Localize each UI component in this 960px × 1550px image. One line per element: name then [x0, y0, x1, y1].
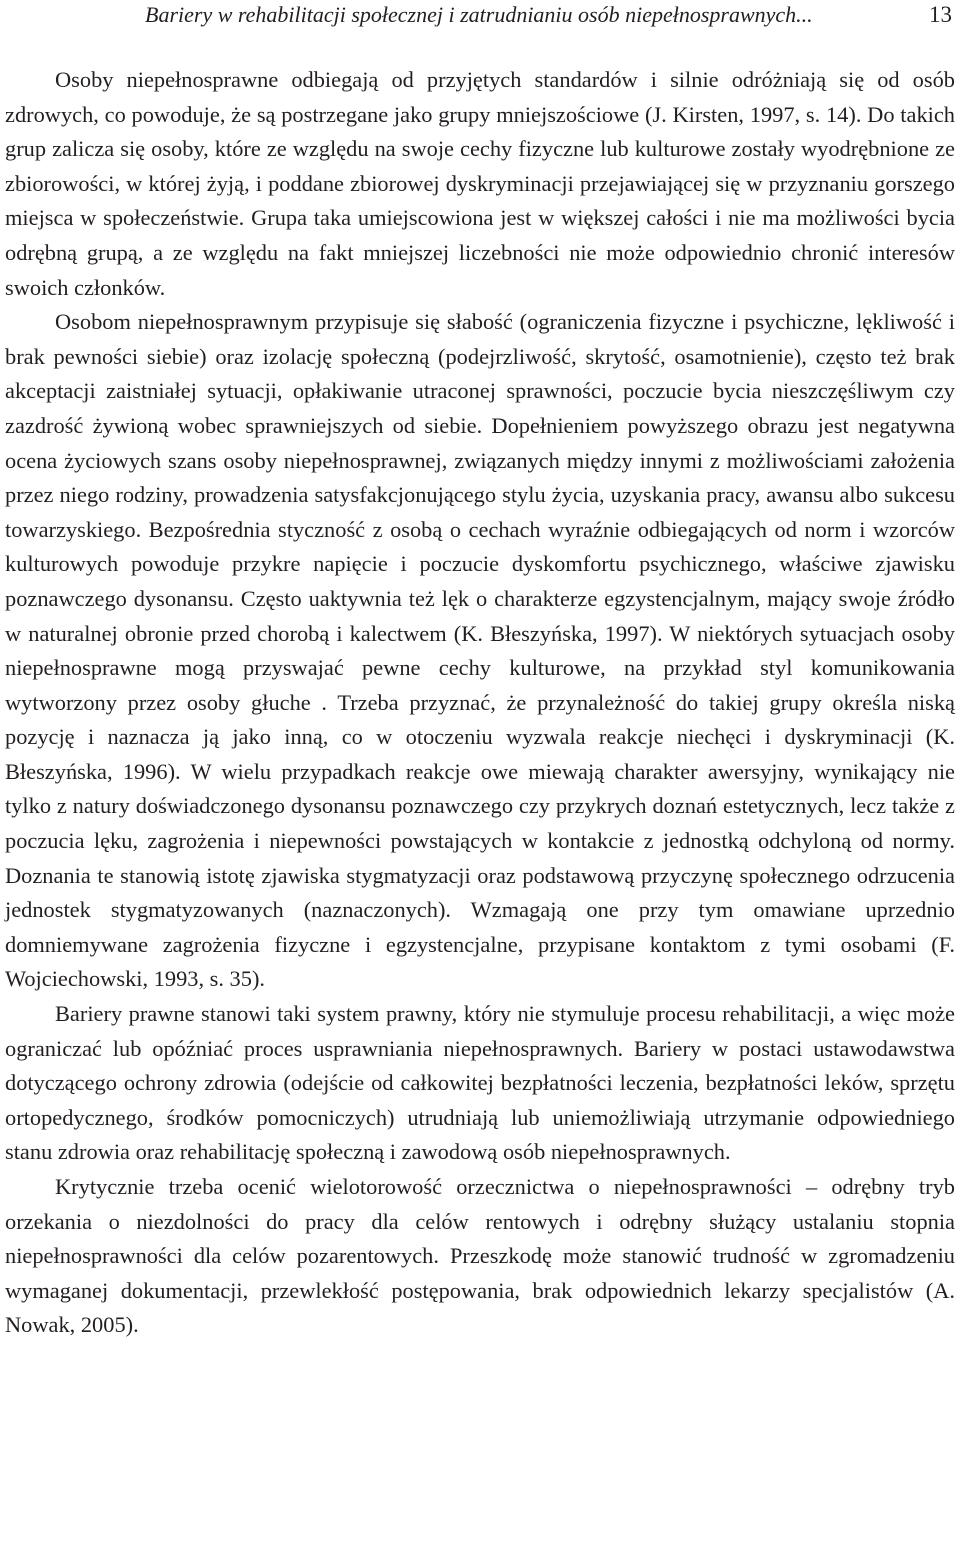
- paragraph-disability-certification: Krytycznie trzeba ocenić wielotorowość orzecznictwa o niepełnosprawności – odrębny tryb orzekania o niezdolności do pracy dla celów rentowych i odrębny służący ustalaniu stopnia niepełnosprawności dla celów pozarentowych. Przeszkodę może stanowić trudność w zgromadzeniu wymaganej dokumentacji, przewlekłość postępowania, brak odpowiednich lekarzy specjalistów (A. Nowak, 2005).: [5, 1174, 955, 1338]
- page-header: [0, 0, 960, 40]
- page-number: 13: [929, 2, 952, 27]
- body-text: [5, 63, 955, 1343]
- paragraph-attributed-traits: Osobom niepełnosprawnym przypisuje się słabość (ograniczenia fizyczne i psychiczne, lękliwość i brak pewności siebie) oraz izolację społeczną (podejrzliwość, skrytość, osamotnienie), często też brak akceptacji zaistniałej sytuacji, opłakiwanie utraconej sprawności, poczucie bycia nieszczęśliwym czy zazdrość żywioną wobec sprawniejszych od siebie. Dopełnieniem powyższego obrazu jest negatywna ocena życiowych szans osoby niepełnosprawnej, związanych między innymi z możliwościami założenia przez niego rodziny, prowadzenia satysfakcjonującego stylu życia, uzyskania pracy, awansu albo sukcesu towarzyskiego. Bezpośrednia styczność z osobą o cechach wyraźnie odbiegających od norm i wzorców kulturowych powoduje przykre napięcie i poczucie dyskomfortu psychicznego, właściwe zjawisku poznawczego dysonansu. Często uaktywnia też lęk o charakterze egzystencjalnym, mający swoje źródło w naturalnej obronie przed chorobą i kalectwem (K. Błeszyńska, 1997). W niektórych sytuacjach osoby niepełnosprawne mogą przyswajać pewne cechy kulturowe, na przykład styl komunikowania wytworzony przez osoby głuche . Trzeba przyznać, że przynależność do takiej grupy określa niską pozycję i naznacza ją jako inną, co w otoczeniu wyzwala reakcje niechęci i dyskryminacji (K. Błeszyńska, 1996). W wielu przypadkach reakcje owe miewają charakter awersyjny, wynikający nie tylko z natury doświadczonego dysonansu poznawczego czy przykrych doznań estetycznych, lecz także z poczucia lęku, zagrożenia i niepewności powstających w kontakcie z jednostką odchyloną od normy. Doznania te stanowią istotę zjawiska stygmatyzacji oraz podstawową przyczynę społecznego odrzucenia jednostek stygmatyzowanych (naznaczonych). Wzmagają one przy tym omawiane uprzednio domniemywane zagrożenia fizyczne i egzystencjalne, przypisane kontaktom z tymi osobami (F. Wojciechowski, 1993, s. 35).: [5, 309, 955, 992]
- paragraph-minority-groups: Osoby niepełnosprawne odbiegają od przyjętych standardów i silnie odróżniają się od osób zdrowych, co powoduje, że są postrzegane jako grupy mniejszościowe (J. Kirsten, 1997, s. 14). Do takich grup zalicza się osoby, które ze względu na swoje cechy fizyczne lub kulturowe zostały wyodrębnione ze zbiorowości, w której żyją, i poddane zbiorowej dyskryminacji przejawiającej się w przyznaniu gorszego miejsca w społeczeństwie. Grupa taka umiejscowiona jest w większej całości i nie ma możliwości bycia odrębną grupą, a ze względu na fakt mniejszej liczebności nie może odpowiednio chronić interesów swoich członków.: [5, 67, 955, 300]
- running-title: Bariery w rehabilitacji społecznej i zatrudnianiu osób niepełnosprawnych...: [145, 2, 813, 27]
- paragraph-legal-barriers: Bariery prawne stanowi taki system prawny, który nie stymuluje procesu rehabilitacji, a więc może ograniczać lub opóźniać proces usprawniania niepełnosprawnych. Bariery w postaci ustawodawstwa dotyczącego ochrony zdrowia (odejście od całkowitej bezpłatności leczenia, bezpłatności leków, sprzętu ortopedycznego, środków pomocniczych) utrudniają lub uniemożliwiają utrzymanie odpowiedniego stanu zdrowia oraz rehabilitację społeczną i zawodową osób niepełnosprawnych.: [5, 1001, 955, 1165]
